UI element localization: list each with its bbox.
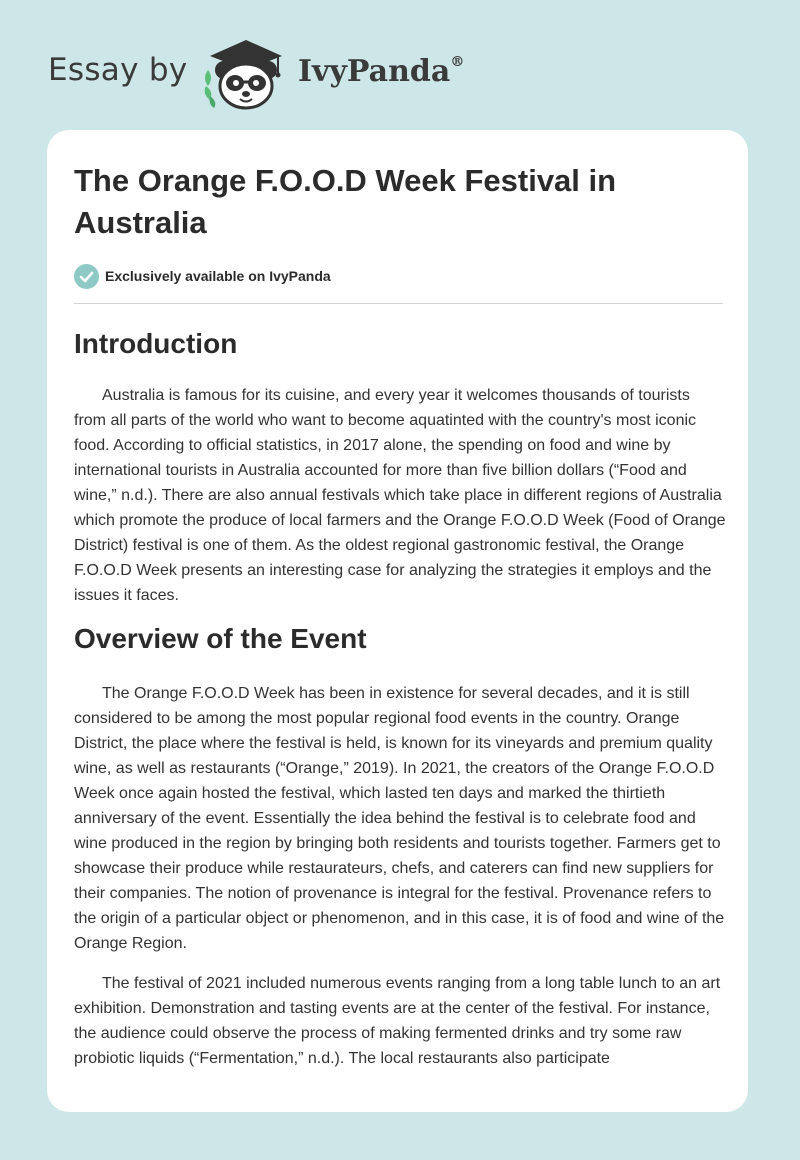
- title-divider: [74, 303, 723, 304]
- brand-name-text: IvyPanda: [298, 54, 451, 89]
- panda-logo-icon[interactable]: [200, 34, 292, 112]
- paragraph: Australia is famous for its cuisine, and every year it welcomes thousands of tourists from all parts of the world who want to become aquatinted with the country's most iconic food. According to official statistics, in 2017 alone, the spending on food and wine by international tourists in Australia accounted for more than five billion dollars (“Food and wine,” n.d.). There are also annual festivals which take place in different regions of Australia which promote the produce of local farmers and the Orange F.O.O.D Week (Food of Orange District) festival is one of them. As the oldest regional gastronomic festival, the Orange F.O.O.D Week presents an interesting case for analyzing the strategies it employs and the issues it faces.: [74, 387, 726, 604]
- essay-card: [47, 130, 748, 1112]
- paragraph: The Orange F.O.O.D Week has been in existence for several decades, and it is still considered to be among the most popular regional food events in the country. Orange District, the place where the festival is held, is known for its vineyards and premium quality wine, as well as restaurants (“Orange,” 2019). In 2021, the creators of the Orange F.O.O.D Week once again hosted the festival, which lasted ten days and marked the thirtieth anniversary of the event. Essentially the idea behind the festival is to celebrate food and wine produced in the region by bringing both residents and tourists together. Farmers get to showcase their produce while restaurateurs, chefs, and caterers can find new suppliers for their companies. The notion of provenance is integral for the festival. Provenance refers to the origin of a particular object or phenomenon, and in this case, it is of food and wine of the Orange Region.: [74, 685, 725, 952]
- badge-text: Exclusively available on IvyPanda: [105, 268, 331, 284]
- section-heading-overview: Overview of the Event: [74, 623, 367, 654]
- paragraph: The festival of 2021 included numerous events ranging from a long table lunch to an art exhibition. Demonstration and tasting events are at the center of the festival. For instance, the audience could observe the process of making fermented drinks and try some raw probiotic liquids (“Fermentation,” n.d.). The local restaurants also participate: [74, 975, 721, 1067]
- exclusive-badge: [74, 263, 331, 289]
- trademark-symbol: ®: [450, 54, 465, 70]
- essay-body: [74, 322, 726, 1071]
- page-title: The Orange F.O.O.D Week Festival in Australia: [74, 163, 617, 240]
- section-heading-introduction: Introduction: [74, 328, 238, 359]
- site-header: [0, 0, 800, 130]
- essay-by-label: Essay by: [48, 52, 188, 88]
- check-circle-icon: [74, 264, 99, 289]
- brand-name[interactable]: [298, 54, 464, 89]
